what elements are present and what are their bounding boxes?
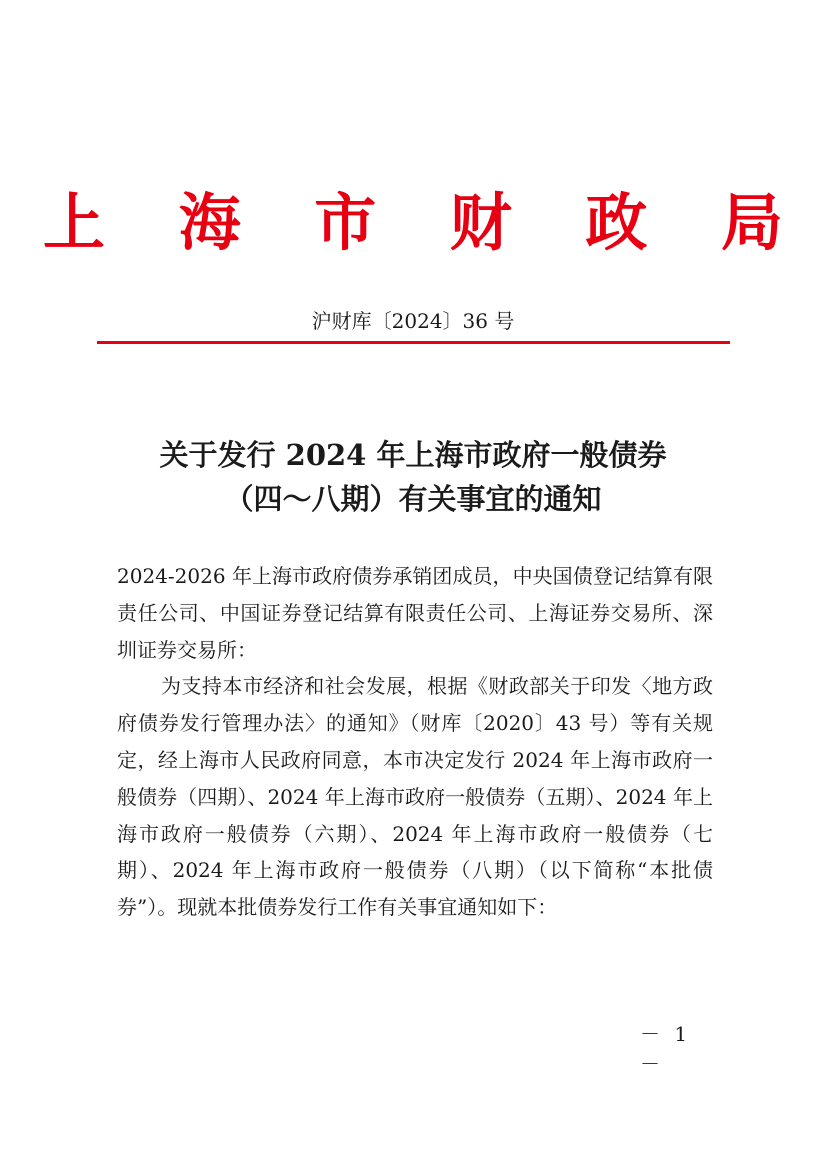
issuing-organization-header: 上 海 市 财 政 局	[43, 186, 809, 259]
document-body	[117, 558, 713, 926]
document-title	[0, 433, 826, 521]
addressees-paragraph: 2024-2026 年上海市政府债券承销团成员，中央国债登记结算有限责任公司、中国证券登记结算有限责任公司、上海证券交易所、深圳证券交易所：	[117, 564, 713, 662]
page-number: － 1 －	[640, 1022, 692, 1076]
body-paragraph-1: 为支持本市经济和社会发展，根据《财政部关于印发〈地方政府债券发行管理办法〉的通知》（财库〔2020〕43 号）等有关规定，经上海市人民政府同意，本市决定发行 2024 年上海市政府一般债券（四期）、2024 年上海市政府一般债券（五期）、2024 年上海市政府一般债券（六期）、2024 年上海市政府一般债券（七期）、2024 年上海市政府一般债券（八期）（以下简称“本批债券”）。现就本批债券发行工作有关事宜通知如下：	[117, 674, 713, 920]
title-line-2: （四～八期）有关事宜的通知	[224, 482, 602, 516]
document-number: 沪财库〔2024〕36 号	[311, 309, 515, 333]
red-divider-rule	[97, 341, 730, 344]
title-line-1: 关于发行 2024 年上海市政府一般债券	[159, 438, 667, 472]
